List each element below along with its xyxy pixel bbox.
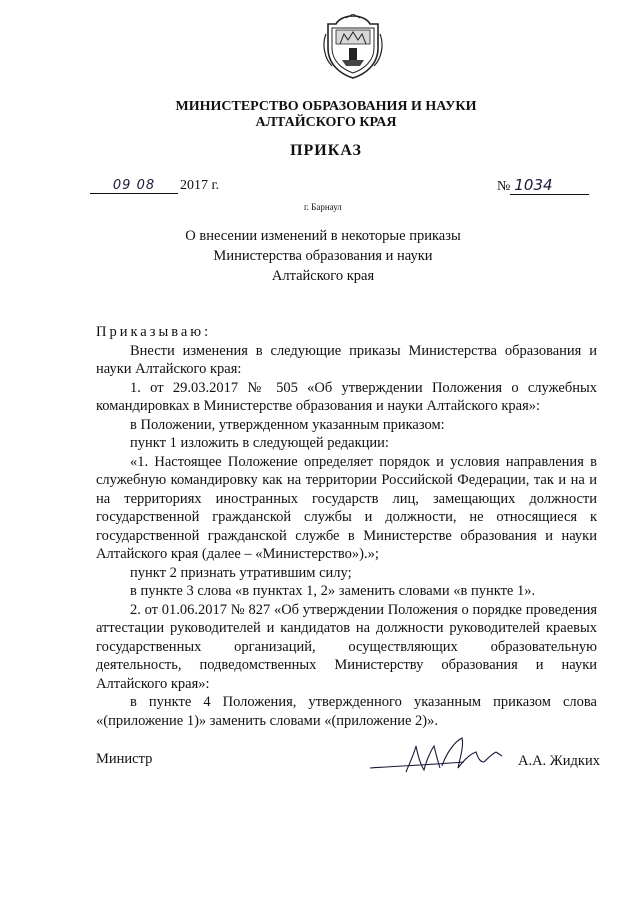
signer-name: А.А. Жидких bbox=[517, 753, 600, 769]
signer-title: Министр bbox=[96, 751, 153, 767]
paragraph-intro: Внести изменения в следующие приказы Министерства образования и науки Алтайского края: bbox=[96, 342, 597, 377]
ministry-name-line1: МИНИСТЕРСТВО ОБРАЗОВАНИЯ И НАУКИ bbox=[175, 99, 477, 114]
ministry-name-line2: АЛТАЙСКОГО КРАЯ bbox=[255, 115, 397, 130]
city: г. Барнаул bbox=[304, 202, 342, 212]
document-type: ПРИКАЗ bbox=[290, 142, 362, 159]
document-number bbox=[497, 176, 589, 195]
paragraph-item1-a: в Положении, утвержденном указанным приказом: bbox=[130, 416, 445, 433]
paragraph-item1-c: «1. Настоящее Положение определяет порядок и условия направления в служебную командировку как на территории Российской Федерации, так и на и на территориях иностранных государств лиц, замещающих должности государственной гражданской службы и должности, не относящиеся к государственной гражданской службе в Министерстве образования и науки Алтайского края (далее – «Министерство»).»; bbox=[96, 453, 597, 562]
handwritten-signature bbox=[368, 732, 510, 780]
document-subject bbox=[0, 226, 640, 286]
paragraph-item2-a: в пункте 4 Положения, утвержденного указанным приказом слова «(приложение 1)» заменить словами «(приложение 2)». bbox=[96, 694, 597, 729]
coat-of-arms-icon bbox=[322, 14, 384, 80]
paragraph-item1-d: пункт 2 признать утратившим силу; bbox=[130, 564, 352, 581]
number-handwritten: 1034 bbox=[510, 176, 589, 195]
subject-line3: Алтайского края bbox=[271, 268, 375, 284]
paragraph-item2: 2. от 01.06.2017 № 827 «Об утверждении Положения о порядке проведения аттестации руководителей и кандидатов на должности руководителей краевых государственных организаций, осуществляющих образовательную деятельность, подведомственных Министерству образования и науки Алтайского края»: bbox=[96, 601, 597, 692]
date-year: 2017 г. bbox=[180, 178, 220, 193]
number-label: № bbox=[497, 179, 511, 194]
subject-line1: О внесении изменений в некоторые приказы bbox=[185, 228, 461, 244]
order-word: Приказываю: bbox=[96, 324, 212, 340]
paragraph-item1-e: в пункте 3 слова «в пунктах 1, 2» заменить словами «в пункте 1». bbox=[130, 583, 536, 599]
date-handwritten: 09 08 bbox=[90, 178, 178, 194]
subject-line2: Министерства образования и науки bbox=[213, 248, 433, 264]
paragraph-item1-b: пункт 1 изложить в следующей редакции: bbox=[130, 435, 389, 451]
document-date bbox=[90, 178, 219, 200]
document-body bbox=[96, 323, 597, 730]
paragraph-item1: 1. от 29.03.2017 № 505 «Об утверждении Положения о служебных командировках в Министерстве образования и науки Алтайского края»: bbox=[96, 379, 597, 414]
